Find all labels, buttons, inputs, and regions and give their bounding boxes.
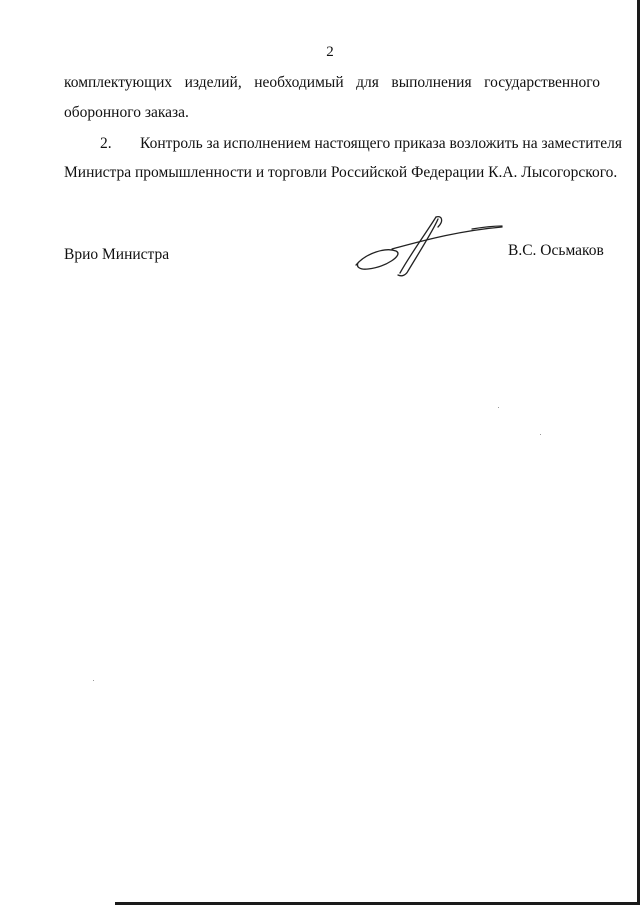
scan-speck	[93, 680, 94, 681]
item-text: Контроль за исполнением настоящего приказа возложить на заместителя	[140, 135, 623, 152]
item-2-line-1	[64, 134, 623, 154]
paragraph-line-2: оборонного заказа.	[64, 104, 189, 121]
paragraph-line-1	[64, 73, 600, 93]
handwritten-signature	[352, 213, 504, 277]
signatory-title: Врио Министра	[64, 246, 170, 263]
scan-speck	[540, 434, 541, 435]
word: комплектующих	[64, 74, 173, 91]
word: выполнения	[391, 74, 472, 91]
word: государственного	[484, 74, 600, 91]
item-number: 2.	[100, 135, 112, 152]
word: изделий,	[184, 74, 242, 91]
signatory-name: В.С. Осьмаков	[508, 242, 604, 259]
word: для	[356, 74, 379, 91]
scan-speck	[498, 407, 499, 408]
item-2-line-2: Министра промышленности и торговли Российской Федерации К.А. Лысогорского.	[64, 164, 618, 181]
word: необходимый	[254, 74, 344, 91]
page-number: 2	[326, 44, 334, 60]
